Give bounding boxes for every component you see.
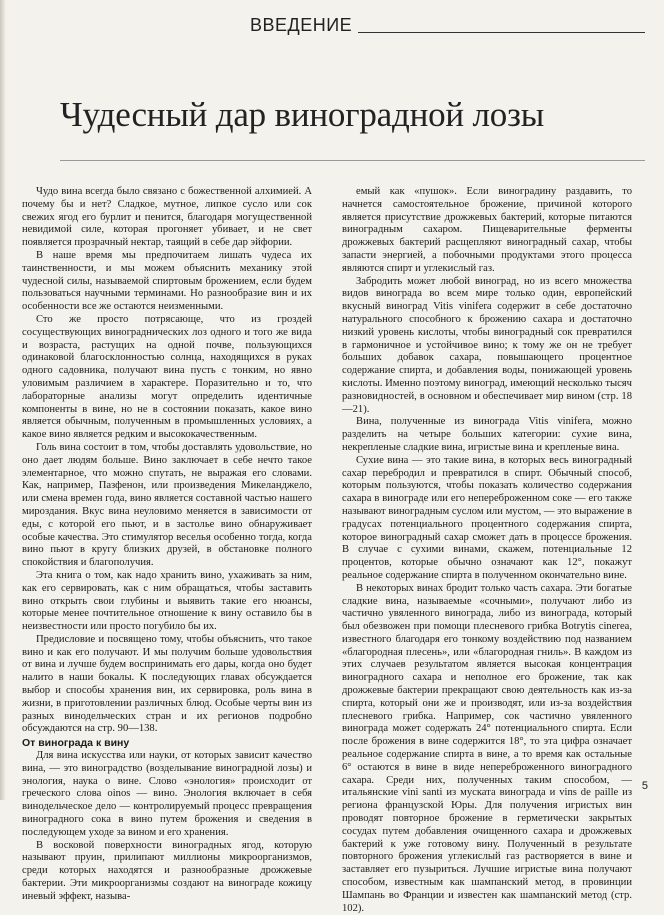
subheading: От винограда к вину — [22, 737, 130, 750]
paragraph: Сухие вина — это такие вина, в которых весь виноградный сахар перебродил и превратился в спирт. Обычный способ, которым пользуются, чтобы показать количество содержания сахара в винограде или его непереброженном соке — его также называют виноградным суслом или мустом, — это выражение в градусах потенциального процентного содержания спирта, которое виноградный сахар сможет дать в процессе брожения. В случае с сухими винами, скажем, потенциальные 12 процентов, которые обычно означают как 12°, покажут реальное содержание спирта в полученном окончательно вине. — [342, 454, 632, 581]
left-column — [22, 186, 312, 904]
paragraph: Забродить может любой виноград, но из всего множества видов винограда во всем мире только один, европейский вкусный виноград Vitis vinifera содержит в себе достаточно натурального способного к брожению сахара и достаточно низкий уровень кислоты, чтобы виноградный сок превратился в гармоничное и устойчивое вино; к тому же он не требует больших добавок сахара, повышающего процентное содержание спирта, и добавления воды, понижающей уровень кислоты. Именно поэтому виноград, имеющий несколько тысяч разновидностей, в основном и обеспечивает мир вином (стр. 18—21). — [342, 275, 632, 415]
page-title: Чудесный дар виноградной лозы — [60, 95, 545, 134]
paragraph: Голь вина состоит в том, чтобы доставлять удовольствие, но оно дает людям больше. Вино заключает в себе нечто такое элементарное, что можно спутать, не выражая его словами. Как, например, Пазфенон, или произведения Микеланджело, или смена времен года, вино является составной частью нашего мироздания. Вкус вина неуловимо меняется в зависимости от еды, с которой его пьют, и в застолье вино обнаруживает особые качества. Это стимулятор веселья особенно тогда, когда вино пьют в кругу близких друзей, в обстановке полного спокойствия и благополучия. — [22, 441, 312, 569]
right-column — [342, 186, 632, 915]
paragraph: В некоторых винах бродит только часть сахара. Эти богатые сладкие вина, называемые «сочными», получают либо из частично увяленного винограда, либо из винограда, который был обезвожен при помощи плесневого грибка Botrytis cinerea, известного благодаря его тонкому воздействию под названием «благородная плесень», или «благородная гниль». В каждом из этих случаев результатом является высокая концентрация виноградного сахара и неполное его брожение, так как дрожжевые бактерии прекращают свою деятельность как из-за спирта, который они же и производят, или из-за воздействия плесневого грибка. Например, сок частично увяленного винограда может содержать 24° потенциального спирта. Если после брожения в вине содержится 18°, то эта цифра означает реальное содержание спирта в вине, а то время как остальные 6° остаются в вине в виде непереброженного виноградного сахара. Среди них, полученных таким способом, — итальянские vini santi из муската винограда и vins de paille из региона французской Юры. Для получения игристых вин проводят повторное брожение в герметически закрытых сосудах путем добавления очищенного сахара и дрожжевых бактерий к уже готовому вину. Полученный в результате повторного брожения углекислый газ растворяется в вине и заставляет его пузыриться. Лучшие игристые вина получают способом, известным как шампанский метод, в провинции Шампань во Франции и известен как шампанский метод (стр. 102). — [342, 582, 632, 914]
paragraph: В восковой поверхности виноградных ягод, которую называют пруин, прилипают миллионы микроорганизмов, среди которых находятся и разнообразные дрожжевые бактерии. Эти микроорганизмы создают на винограде кожицу иневый эффект, называ- — [22, 839, 312, 902]
paragraph: Для вина искусства или науки, от которых зависит качество вина, — это виноградство (возделывание виноградной лозы) и энология, наука о вине. Слово «энология» происходит от греческого слова oinos — вино. Энология включает в себя винодельческое дело — контролируемый процесс превращения виноградного сока в вино путем брожения и сведения в последующем уходе за вином и его хранения. — [22, 750, 312, 838]
title-divider — [60, 160, 645, 161]
paragraph: емый как «пушок». Если виноградину раздавить, то начнется самостоятельное брожение, причиной которого является присутствие дрожжевых бактерий, которые питаются виноградным сахаром. Пищеварительные ферменты дрожжевых бактерий расщепляют виноградный сахар, чтобы запасти энергией, а побочными продуктами этого процесса являются спирт и углекислый газ. — [342, 186, 632, 274]
paragraph: Сто же просто потрясающе, что из гроздей сосуществующих винограднических лоз одного и того же вида и возраста, растущих на одной почве, пользующихся одинаковой благосклонностью солнца, находящихся в руках одного садовника, получают вина пусть с тонким, но явно уловимым различием в характере. Поразительно и то, что лабораторные анализы могут определить идентичные компоненты в вине, но не в состоянии показать, какое вино является обычным, полученным в промышленных условиях, а какое вино является редким и высококачественным. — [22, 313, 312, 441]
paragraph: Вина, полученные из винограда Vitis vinifera, можно разделить на четыре больших категории: сухие вина, некрепленые сладкие вина, игристые вина и крепленые вина. — [342, 416, 632, 453]
page-edge-shadow — [0, 0, 6, 800]
paragraph: Чудо вина всегда было связано с божественной алхимией. А почему бы и нет? Сладкое, мутное, липкое сусло или сок свежих ягод его бурлит и пенится, благодаря могущественной невидимой силе, которая прогоняет убивает, и не свет появляется прозрачный нектар, таящий в себе дар эйфории. — [22, 186, 312, 249]
paragraph: Эта книга о том, как надо хранить вино, ухаживать за ним, как его сервировать, как с ним обращаться, чтобы заставить вино открыть свои глубины и выявить такие его нюансы, которые менее почтительное отношение к вину оставило бы в неизвестности или просто погубило бы их. — [22, 569, 312, 633]
section-header — [250, 15, 645, 35]
paragraph: Предисловие и посвящено тому, чтобы объяснить, что такое вино и как его получают. И мы получим больше удовольствия от вина и лучше будем воспринимать его дары, когда оно будет налито в наши бокалы. К последующих главах обсуждается выбор и способы хранения вин, их сервировка, роль вина в жизни, в приготовлении различных блюд. Особые черты вин из разных винодельческих стран и их регионов подробно обсуждаются на стр. 90—138. — [22, 633, 312, 735]
section-label: ВВЕДЕНИЕ — [250, 15, 358, 36]
paragraph: В наше время мы предпочитаем лишать чудеса их таинственности, и мы можем объяснить механику этой чудесной силы, называемой спиртовым брожением, если будем пользоваться научными терминами. Но разнообразие вин и их особенности все же остаются неизменными. — [22, 249, 312, 313]
page-number: 5 — [641, 780, 648, 792]
